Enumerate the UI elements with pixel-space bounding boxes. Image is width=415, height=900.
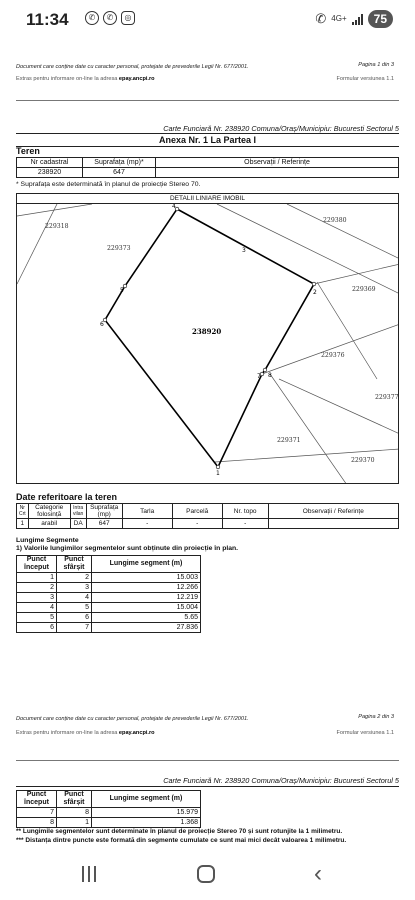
point-label: 6 <box>100 321 104 328</box>
end-point: 5 <box>57 603 92 613</box>
instagram-icon: ◎ <box>121 11 135 25</box>
column-header: Tarla <box>122 504 172 519</box>
neighbor-label: 229371 <box>277 437 301 444</box>
column-header: Lungime segment (m) <box>92 556 201 573</box>
extract-source: Extras pentru informare on-line la adresa epay.ancpi.ro <box>16 730 155 736</box>
segment-length: 15.979 <box>92 808 201 818</box>
table-header-row <box>17 158 399 168</box>
column-header: Punct început <box>17 556 57 573</box>
page-number: Pagina 1 din 3 <box>358 62 394 68</box>
divider <box>16 146 399 147</box>
divider <box>16 133 399 134</box>
observations <box>156 168 399 178</box>
whatsapp-icon: ✆ <box>85 11 99 25</box>
column-header: Parcelă <box>172 504 222 519</box>
footnote-distance: *** Distanța dintre puncte este formată din segmente cumulate ce sunt mai mici decât valoarea 1 milimetru. <box>16 837 347 844</box>
segment-length: 12.219 <box>92 593 201 603</box>
table-header-row <box>17 504 399 519</box>
start-point: 2 <box>17 583 57 593</box>
divider <box>16 786 399 787</box>
start-point: 5 <box>17 613 57 623</box>
recent-apps-button[interactable] <box>82 866 96 882</box>
date-teren-title: Date referitoare la teren <box>16 492 118 502</box>
table-header-row <box>17 791 201 808</box>
point-label: 2 <box>313 289 317 296</box>
neighbor-boundaries <box>17 204 399 484</box>
column-header: Nr Crt <box>17 504 29 519</box>
whatsapp-icon: ✆ <box>103 11 117 25</box>
parcel-drawing <box>17 204 399 484</box>
privacy-notice: Document care conține date cu caracter personal, protejate de prevederile Legii Nr. 677/2001. <box>16 64 249 70</box>
battery-badge: 75 <box>368 10 393 28</box>
table-cell: 647 <box>86 519 122 529</box>
table-row <box>17 519 399 529</box>
neighbor-label: 229318 <box>45 223 69 230</box>
column-header: Suprafața (mp)* <box>83 158 156 168</box>
column-header: Punct sfârșit <box>57 791 92 808</box>
signal-icon <box>352 14 363 25</box>
end-point: 2 <box>57 573 92 583</box>
parcel-label: 238920 <box>192 327 222 336</box>
parcel-boundary <box>105 209 314 467</box>
map-header: DETALII LINIARE IMOBIL <box>17 194 398 204</box>
table-cell: - <box>172 519 222 529</box>
start-point: 8 <box>17 818 57 828</box>
clock: 11:34 <box>26 10 69 29</box>
notification-icons <box>85 11 135 25</box>
teren-title: Teren <box>16 146 40 156</box>
carte-funciara-header: Carte Funciară Nr. 238920 Comuna/Oraș/Municipiu: Bucuresti Sectorul 5 <box>163 124 399 133</box>
segment-length: 1.368 <box>92 818 201 828</box>
segments-subtitle: 1) Valorile lungimilor segmentelor sunt obținute din proiecție în plan. <box>16 545 239 552</box>
network-type: 4G+ <box>331 14 347 23</box>
form-version: Formular versiunea 1.1 <box>336 730 394 736</box>
status-bar <box>0 0 415 40</box>
system-icons <box>315 10 393 28</box>
table-row <box>17 808 201 818</box>
table-row <box>17 603 201 613</box>
table-header-row <box>17 556 201 573</box>
teren-table <box>16 157 399 178</box>
neighbor-label: 229377 <box>375 394 399 401</box>
point-label: 7 <box>257 373 261 380</box>
page-header <box>16 716 394 736</box>
table-cell: - <box>222 519 268 529</box>
divider <box>16 760 399 761</box>
end-point: 3 <box>57 583 92 593</box>
neighbor-label: 229380 <box>323 217 347 224</box>
epay-link[interactable]: epay.ancpi.ro <box>118 730 155 736</box>
neighbor-label: 229369 <box>352 286 376 293</box>
start-point: 1 <box>17 573 57 583</box>
start-point: 3 <box>17 593 57 603</box>
neighbor-label: 229373 <box>107 245 131 252</box>
start-point: 4 <box>17 603 57 613</box>
neighbor-label: 229376 <box>321 352 345 359</box>
column-header: Punct început <box>17 791 57 808</box>
carte-funciara-header: Carte Funciară Nr. 238920 Comuna/Oraș/Municipiu: Bucuresti Sectorul 5 <box>163 776 399 785</box>
end-point: 4 <box>57 593 92 603</box>
table-row <box>17 583 201 593</box>
segments-table <box>16 555 201 633</box>
segment-length: 15.003 <box>92 573 201 583</box>
vertex-marker <box>312 282 316 286</box>
column-header: Lungime segment (m) <box>92 791 201 808</box>
segments-title: Lungime Segmente <box>16 537 79 544</box>
end-point: 6 <box>57 613 92 623</box>
anexa-title: Anexa Nr. 1 La Partea I <box>158 135 257 145</box>
page-header <box>16 64 394 84</box>
table-row <box>17 613 201 623</box>
segment-length: 15.004 <box>92 603 201 613</box>
column-header: Punct sfârșit <box>57 556 92 573</box>
table-cell: DA <box>70 519 86 529</box>
neighbor-label: 229370 <box>351 457 375 464</box>
segment-length: 5.65 <box>92 613 201 623</box>
table-row <box>17 573 201 583</box>
column-header: Categorie folosință <box>28 504 70 519</box>
table-cell: - <box>122 519 172 529</box>
point-label: 3 <box>242 247 246 254</box>
end-point: 8 <box>57 808 92 818</box>
cadastral-number: 238920 <box>17 168 83 178</box>
parcel-map <box>16 193 399 484</box>
back-button[interactable]: ‹ <box>314 860 322 887</box>
segment-length: 12.266 <box>92 583 201 593</box>
point-label: 4 <box>172 204 176 210</box>
column-header: Intra vilan <box>70 504 86 519</box>
vertex-marker <box>216 465 220 469</box>
extract-source: Extras pentru informare on-line la adresa epay.ancpi.ro <box>16 76 155 82</box>
area-footnote: * Suprafața este determinată în planul de proiecție Stereo 70. <box>16 181 201 188</box>
start-point: 7 <box>17 808 57 818</box>
form-version: Formular versiunea 1.1 <box>336 76 394 82</box>
table-row <box>17 593 201 603</box>
home-button[interactable] <box>197 865 215 883</box>
point-label: 1 <box>216 470 220 477</box>
navigation-bar <box>0 850 415 900</box>
epay-link[interactable]: epay.ancpi.ro <box>118 76 155 82</box>
column-header: Suprafața (mp) <box>86 504 122 519</box>
start-point: 6 <box>17 623 57 633</box>
land-details-table <box>16 503 399 529</box>
privacy-notice: Document care conține date cu caracter personal, protejate de prevederile Legii Nr. 677/2001. <box>16 716 249 722</box>
table-row <box>17 818 201 828</box>
wifi-calling-icon: ✆ <box>315 11 327 26</box>
point-label: 8 <box>268 372 272 379</box>
end-point: 1 <box>57 818 92 828</box>
column-header: Observații / Referințe <box>268 504 398 519</box>
table-cell: 1 <box>17 519 29 529</box>
segment-length: 27.836 <box>92 623 201 633</box>
table-cell: arabil <box>28 519 70 529</box>
area-value: 647 <box>83 168 156 178</box>
divider <box>16 100 399 101</box>
table-row <box>17 168 399 178</box>
table-row <box>17 623 201 633</box>
footnote-rounding: ** Lungimile segmentelor sunt determinate în planul de proiecție Stereo 70 și sunt rotunjite la 1 milimetru. <box>16 828 343 835</box>
column-header: Nr. topo <box>222 504 268 519</box>
column-header: Nr cadastral <box>17 158 83 168</box>
vertex-marker <box>263 368 267 372</box>
segments-table-continued <box>16 790 201 828</box>
point-label: 5 <box>120 287 124 294</box>
page-number: Pagina 2 din 3 <box>358 714 394 720</box>
end-point: 7 <box>57 623 92 633</box>
table-cell <box>268 519 398 529</box>
column-header: Observații / Referințe <box>156 158 399 168</box>
